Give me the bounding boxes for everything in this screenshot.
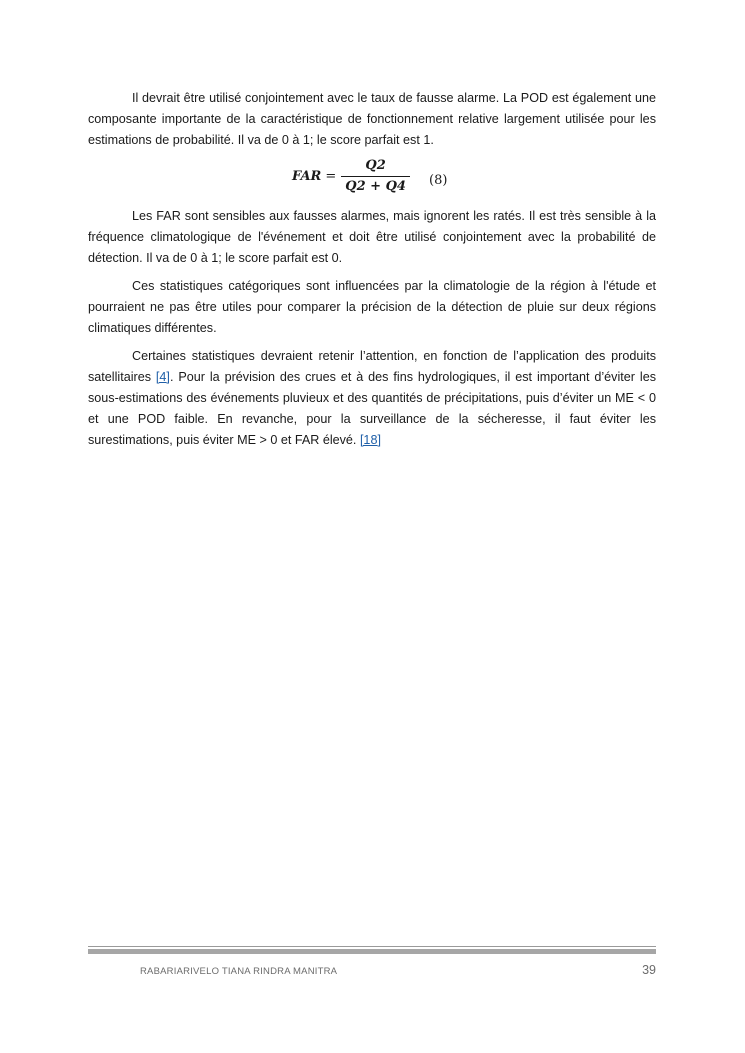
document-body (88, 88, 656, 458)
paragraph-applications-text-1: Certaines statistiques devraient retenir l’attention, en fonction de l’application des produits satellitaires (88, 349, 656, 384)
footer-rule-thin (88, 946, 656, 947)
equation-number: (8) (429, 173, 448, 188)
citation-link-4[interactable]: [4] (155, 370, 170, 384)
equation-fraction (341, 158, 410, 195)
footer-rule (88, 949, 656, 954)
equation-lhs: FAR (292, 169, 322, 184)
equation-denominator: Q2 + Q4 (345, 179, 406, 194)
footer-author: RABARIARIVELO TIANA RINDRA MANITRA (140, 966, 338, 977)
paragraph-climatology: Ces statistiques catégoriques sont influencées par la climatologie de la région à l'étude et pourraient ne pas être utiles pour comparer la précision de la détection de pluie sur deux régions climatiques différentes. (88, 279, 656, 335)
paragraph-applications-text-2: . Pour la prévision des crues et à des fins hydrologiques, il est important d’éviter les sous-estimations des événements pluvieux et des quantités de précipitations, puis d’éviter un ME < 0 et une POD faible. En revanche, pour la surveillance de la sécheresse, il faut éviter les surestimations, puis éviter ME > 0 et FAR élevé. (88, 370, 656, 447)
page-number: 39 (642, 963, 656, 977)
equation-equals: = (325, 169, 337, 184)
citation-link-18[interactable]: [18] (359, 433, 381, 447)
paragraph-applications (88, 346, 656, 451)
paragraph-pod-description: Il devrait être utilisé conjointement avec le taux de fausse alarme. La POD est également une composante importante de la caractéristique de fonctionnement relative largement utilisée pour les estimations de probabilité. Il va de 0 à 1; le score parfait est 1. (88, 91, 656, 147)
equation-numerator: Q2 (365, 158, 386, 173)
equation-expression (292, 158, 410, 195)
equation-far (88, 158, 656, 202)
paragraph-far-description: Les FAR sont sensibles aux fausses alarmes, mais ignorent les ratés. Il est très sensible à la fréquence climatologique de l'événement et doit être utilisé conjointement avec la probabilité de détection. Il va de 0 à 1; le score parfait est 0. (88, 209, 656, 265)
